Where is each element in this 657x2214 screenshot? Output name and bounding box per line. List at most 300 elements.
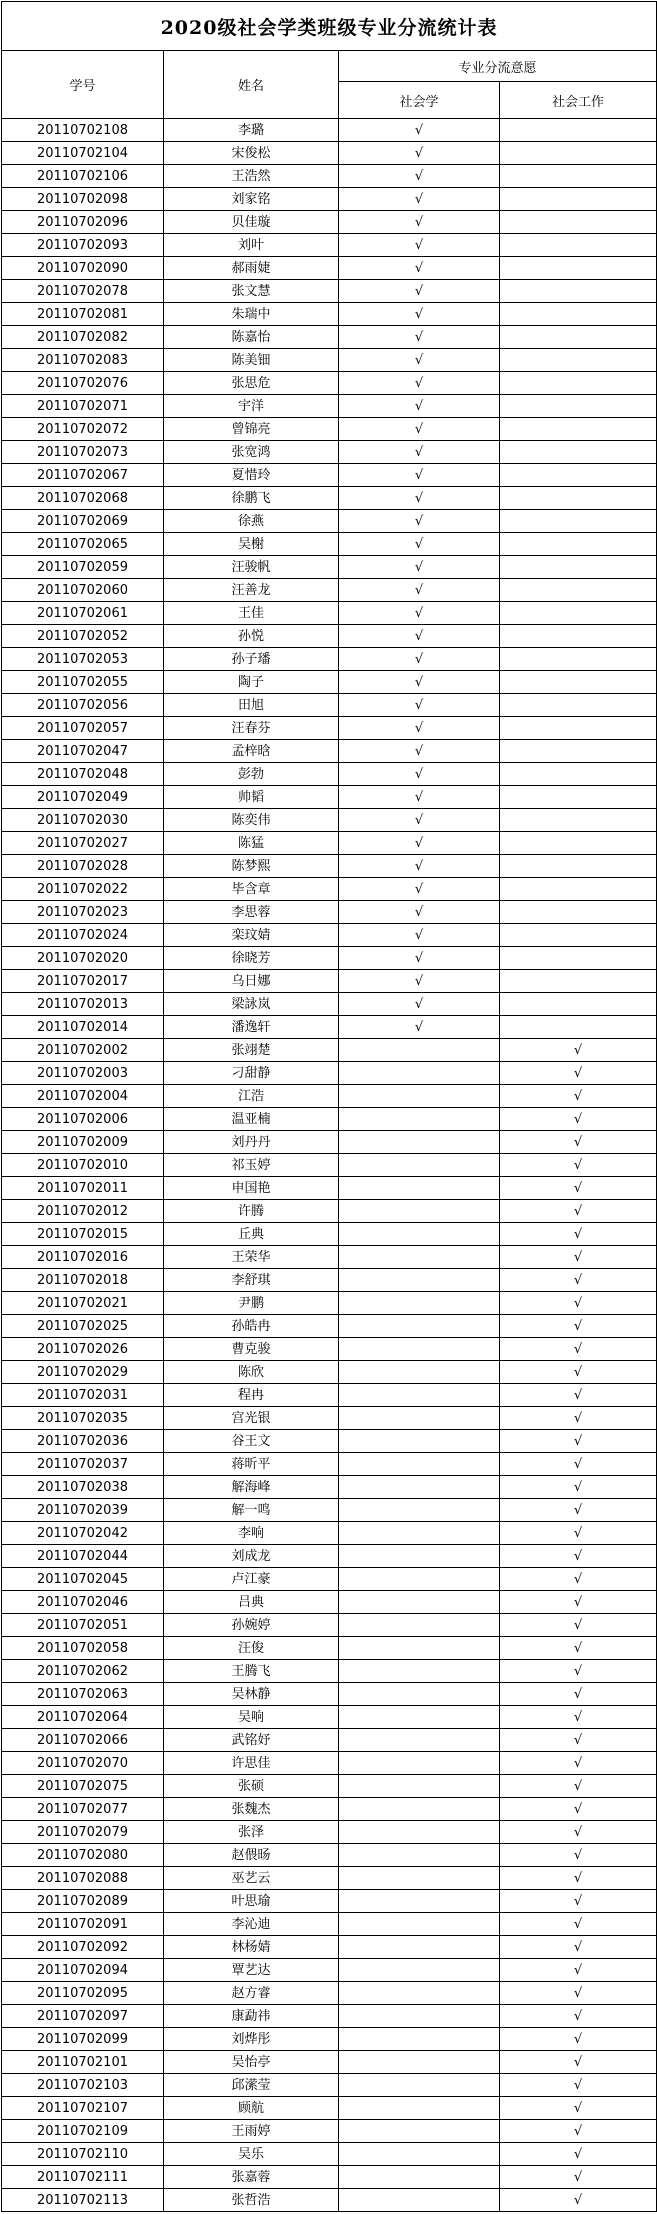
social-work-check-cell: √ bbox=[500, 1177, 657, 1200]
sociology-check-cell bbox=[339, 1982, 500, 2005]
student-id-cell: 20110702099 bbox=[2, 2028, 164, 2051]
table-row bbox=[2, 119, 657, 142]
table-row bbox=[2, 878, 657, 901]
student-id-cell: 20110702045 bbox=[2, 1568, 164, 1591]
student-name-cell: 李响 bbox=[164, 1522, 339, 1545]
student-id-cell: 20110702044 bbox=[2, 1545, 164, 1568]
student-name-cell: 潘逸轩 bbox=[164, 1016, 339, 1039]
sociology-check-cell bbox=[339, 1798, 500, 1821]
student-id-cell: 20110702028 bbox=[2, 855, 164, 878]
sociology-check-cell bbox=[339, 1660, 500, 1683]
student-id-cell: 20110702080 bbox=[2, 1844, 164, 1867]
social-work-check-cell: √ bbox=[500, 1407, 657, 1430]
student-name-cell: 林杨婧 bbox=[164, 1936, 339, 1959]
social-work-check-cell: √ bbox=[500, 1292, 657, 1315]
student-name-cell: 夏惜玲 bbox=[164, 464, 339, 487]
sociology-check-cell bbox=[339, 1384, 500, 1407]
sociology-check-cell: √ bbox=[339, 579, 500, 602]
social-work-check-cell bbox=[500, 119, 657, 142]
sociology-check-cell: √ bbox=[339, 717, 500, 740]
student-name-cell: 孙悦 bbox=[164, 625, 339, 648]
table-row bbox=[2, 809, 657, 832]
social-work-check-cell: √ bbox=[500, 2166, 657, 2189]
social-work-check-cell bbox=[500, 280, 657, 303]
student-name-cell: 邱潆莹 bbox=[164, 2074, 339, 2097]
social-work-check-cell bbox=[500, 924, 657, 947]
table-row bbox=[2, 487, 657, 510]
student-name-cell: 解一鸣 bbox=[164, 1499, 339, 1522]
student-name-cell: 宋俊松 bbox=[164, 142, 339, 165]
student-name-cell: 程冉 bbox=[164, 1384, 339, 1407]
social-work-check-cell: √ bbox=[500, 1246, 657, 1269]
table-row bbox=[2, 786, 657, 809]
student-id-cell: 20110702097 bbox=[2, 2005, 164, 2028]
table-row bbox=[2, 1476, 657, 1499]
student-name-cell: 巫艺云 bbox=[164, 1867, 339, 1890]
student-name-cell: 曾锦亮 bbox=[164, 418, 339, 441]
sociology-check-cell bbox=[339, 1499, 500, 1522]
sociology-check-cell bbox=[339, 1154, 500, 1177]
sociology-check-cell: √ bbox=[339, 556, 500, 579]
student-name-cell: 宫光银 bbox=[164, 1407, 339, 1430]
social-work-check-cell bbox=[500, 234, 657, 257]
sociology-check-cell bbox=[339, 2166, 500, 2189]
student-name-cell: 曹克骏 bbox=[164, 1338, 339, 1361]
social-work-check-cell bbox=[500, 740, 657, 763]
student-name-cell: 徐燕 bbox=[164, 510, 339, 533]
student-id-cell: 20110702010 bbox=[2, 1154, 164, 1177]
sociology-check-cell: √ bbox=[339, 280, 500, 303]
table-row bbox=[2, 1545, 657, 1568]
social-work-check-cell bbox=[500, 211, 657, 234]
table-row bbox=[2, 1591, 657, 1614]
student-id-cell: 20110702024 bbox=[2, 924, 164, 947]
table-row bbox=[2, 1407, 657, 1430]
student-id-cell: 20110702109 bbox=[2, 2120, 164, 2143]
social-work-check-cell: √ bbox=[500, 1039, 657, 1062]
social-work-check-cell: √ bbox=[500, 1821, 657, 1844]
social-work-check-cell: √ bbox=[500, 1637, 657, 1660]
social-work-check-cell bbox=[500, 625, 657, 648]
social-work-check-cell bbox=[500, 694, 657, 717]
sociology-check-cell bbox=[339, 1729, 500, 1752]
sociology-check-cell: √ bbox=[339, 786, 500, 809]
sociology-check-cell bbox=[339, 1844, 500, 1867]
table-row bbox=[2, 2005, 657, 2028]
table-row bbox=[2, 1844, 657, 1867]
social-work-check-cell bbox=[500, 556, 657, 579]
student-name-cell: 张嘉蓉 bbox=[164, 2166, 339, 2189]
social-work-check-cell: √ bbox=[500, 1476, 657, 1499]
student-name-cell: 王荣华 bbox=[164, 1246, 339, 1269]
social-work-check-cell bbox=[500, 257, 657, 280]
table-row bbox=[2, 740, 657, 763]
student-id-cell: 20110702098 bbox=[2, 188, 164, 211]
table-row bbox=[2, 326, 657, 349]
student-id-cell: 20110702015 bbox=[2, 1223, 164, 1246]
social-work-check-cell: √ bbox=[500, 1200, 657, 1223]
sociology-check-cell bbox=[339, 1936, 500, 1959]
social-work-check-cell: √ bbox=[500, 1936, 657, 1959]
table-row bbox=[2, 1338, 657, 1361]
sociology-check-cell bbox=[339, 2074, 500, 2097]
student-id-cell: 20110702022 bbox=[2, 878, 164, 901]
student-name-cell: 刁甜静 bbox=[164, 1062, 339, 1085]
student-name-cell: 陈猛 bbox=[164, 832, 339, 855]
student-name-cell: 徐鹏飞 bbox=[164, 487, 339, 510]
student-name-cell: 申国艳 bbox=[164, 1177, 339, 1200]
student-name-cell: 张思危 bbox=[164, 372, 339, 395]
sociology-check-cell bbox=[339, 1223, 500, 1246]
sociology-check-cell bbox=[339, 1108, 500, 1131]
table-row bbox=[2, 1936, 657, 1959]
sociology-check-cell: √ bbox=[339, 441, 500, 464]
student-name-cell: 王浩然 bbox=[164, 165, 339, 188]
student-id-cell: 20110702066 bbox=[2, 1729, 164, 1752]
sociology-check-cell bbox=[339, 1683, 500, 1706]
social-work-check-cell: √ bbox=[500, 2143, 657, 2166]
student-name-cell: 徐晓芳 bbox=[164, 947, 339, 970]
social-work-check-cell: √ bbox=[500, 1775, 657, 1798]
table-row bbox=[2, 1384, 657, 1407]
sociology-check-cell bbox=[339, 1269, 500, 1292]
social-work-check-cell: √ bbox=[500, 1315, 657, 1338]
social-work-check-cell: √ bbox=[500, 2028, 657, 2051]
student-id-cell: 20110702092 bbox=[2, 1936, 164, 1959]
table-row bbox=[2, 2143, 657, 2166]
student-id-cell: 20110702111 bbox=[2, 2166, 164, 2189]
student-name-cell: 吴响 bbox=[164, 1706, 339, 1729]
student-id-cell: 20110702052 bbox=[2, 625, 164, 648]
table-row bbox=[2, 1039, 657, 1062]
table-row bbox=[2, 1959, 657, 1982]
student-id-cell: 20110702011 bbox=[2, 1177, 164, 1200]
social-work-check-cell: √ bbox=[500, 1338, 657, 1361]
student-id-cell: 20110702113 bbox=[2, 2189, 164, 2212]
student-id-cell: 20110702002 bbox=[2, 1039, 164, 1062]
sociology-check-cell bbox=[339, 1545, 500, 1568]
student-name-cell: 李沁迪 bbox=[164, 1913, 339, 1936]
sociology-check-cell: √ bbox=[339, 487, 500, 510]
social-work-check-cell bbox=[500, 533, 657, 556]
student-name-cell: 乌日娜 bbox=[164, 970, 339, 993]
student-name-cell: 张文慧 bbox=[164, 280, 339, 303]
table-row bbox=[2, 303, 657, 326]
table-row bbox=[2, 2166, 657, 2189]
table-row bbox=[2, 1752, 657, 1775]
table-title: 2020级社会学类班级专业分流统计表 bbox=[2, 2, 657, 51]
student-id-cell: 20110702020 bbox=[2, 947, 164, 970]
table-row bbox=[2, 1131, 657, 1154]
student-id-cell: 20110702091 bbox=[2, 1913, 164, 1936]
social-work-check-cell bbox=[500, 372, 657, 395]
table-row bbox=[2, 142, 657, 165]
sociology-check-cell bbox=[339, 1913, 500, 1936]
social-work-check-cell: √ bbox=[500, 2097, 657, 2120]
table-row bbox=[2, 717, 657, 740]
student-name-cell: 朱瑞中 bbox=[164, 303, 339, 326]
sociology-check-cell bbox=[339, 1890, 500, 1913]
social-work-check-cell: √ bbox=[500, 2074, 657, 2097]
social-work-check-cell: √ bbox=[500, 1890, 657, 1913]
table-row bbox=[2, 1683, 657, 1706]
sociology-check-cell: √ bbox=[339, 188, 500, 211]
header-social-work: 社会工作 bbox=[500, 82, 657, 119]
social-work-check-cell bbox=[500, 947, 657, 970]
social-work-check-cell: √ bbox=[500, 1913, 657, 1936]
sociology-check-cell bbox=[339, 1867, 500, 1890]
student-name-cell: 陈奕伟 bbox=[164, 809, 339, 832]
student-id-cell: 20110702094 bbox=[2, 1959, 164, 1982]
student-id-cell: 20110702083 bbox=[2, 349, 164, 372]
student-id-cell: 20110702053 bbox=[2, 648, 164, 671]
table-row bbox=[2, 1798, 657, 1821]
sociology-check-cell bbox=[339, 1315, 500, 1338]
student-name-cell: 郝雨婕 bbox=[164, 257, 339, 280]
social-work-check-cell bbox=[500, 763, 657, 786]
student-id-cell: 20110702046 bbox=[2, 1591, 164, 1614]
table-row bbox=[2, 671, 657, 694]
table-row bbox=[2, 993, 657, 1016]
student-id-cell: 20110702009 bbox=[2, 1131, 164, 1154]
social-work-check-cell: √ bbox=[500, 1706, 657, 1729]
table-row bbox=[2, 2051, 657, 2074]
social-work-check-cell: √ bbox=[500, 2051, 657, 2074]
student-id-cell: 20110702039 bbox=[2, 1499, 164, 1522]
student-id-cell: 20110702042 bbox=[2, 1522, 164, 1545]
table-row bbox=[2, 579, 657, 602]
student-id-cell: 20110702110 bbox=[2, 2143, 164, 2166]
table-row bbox=[2, 1913, 657, 1936]
sociology-check-cell bbox=[339, 1131, 500, 1154]
table-row bbox=[2, 2097, 657, 2120]
student-id-cell: 20110702096 bbox=[2, 211, 164, 234]
student-name-cell: 赵方睿 bbox=[164, 1982, 339, 2005]
student-name-cell: 刘丹丹 bbox=[164, 1131, 339, 1154]
spreadsheet bbox=[0, 1, 657, 2212]
student-name-cell: 刘烨彤 bbox=[164, 2028, 339, 2051]
sociology-check-cell: √ bbox=[339, 809, 500, 832]
sociology-check-cell bbox=[339, 1200, 500, 1223]
sociology-check-cell bbox=[339, 1292, 500, 1315]
sociology-check-cell: √ bbox=[339, 694, 500, 717]
student-name-cell: 陈欣 bbox=[164, 1361, 339, 1384]
student-id-cell: 20110702049 bbox=[2, 786, 164, 809]
sociology-check-cell: √ bbox=[339, 533, 500, 556]
social-work-check-cell bbox=[500, 579, 657, 602]
student-id-cell: 20110702078 bbox=[2, 280, 164, 303]
social-work-check-cell bbox=[500, 786, 657, 809]
student-name-cell: 梁詠岚 bbox=[164, 993, 339, 1016]
sociology-check-cell bbox=[339, 1407, 500, 1430]
student-name-cell: 吴怡亭 bbox=[164, 2051, 339, 2074]
student-id-cell: 20110702061 bbox=[2, 602, 164, 625]
student-id-cell: 20110702075 bbox=[2, 1775, 164, 1798]
student-id-cell: 20110702051 bbox=[2, 1614, 164, 1637]
table-row bbox=[2, 2120, 657, 2143]
student-id-cell: 20110702076 bbox=[2, 372, 164, 395]
social-work-check-cell bbox=[500, 303, 657, 326]
sociology-check-cell: √ bbox=[339, 763, 500, 786]
student-name-cell: 张泽 bbox=[164, 1821, 339, 1844]
social-work-check-cell bbox=[500, 878, 657, 901]
diversion-table bbox=[1, 1, 657, 2212]
student-name-cell: 孙皓冉 bbox=[164, 1315, 339, 1338]
student-id-cell: 20110702055 bbox=[2, 671, 164, 694]
sociology-check-cell: √ bbox=[339, 165, 500, 188]
sociology-check-cell bbox=[339, 1338, 500, 1361]
table-row bbox=[2, 2028, 657, 2051]
student-id-cell: 20110702070 bbox=[2, 1752, 164, 1775]
student-id-cell: 20110702006 bbox=[2, 1108, 164, 1131]
table-row bbox=[2, 165, 657, 188]
social-work-check-cell: √ bbox=[500, 2120, 657, 2143]
social-work-check-cell bbox=[500, 602, 657, 625]
social-work-check-cell: √ bbox=[500, 1752, 657, 1775]
sociology-check-cell: √ bbox=[339, 234, 500, 257]
sociology-check-cell bbox=[339, 1062, 500, 1085]
sociology-check-cell bbox=[339, 1085, 500, 1108]
student-id-cell: 20110702077 bbox=[2, 1798, 164, 1821]
table-row bbox=[2, 1499, 657, 1522]
table-row bbox=[2, 1660, 657, 1683]
social-work-check-cell: √ bbox=[500, 1062, 657, 1085]
social-work-check-cell: √ bbox=[500, 1269, 657, 1292]
student-id-cell: 20110702068 bbox=[2, 487, 164, 510]
table-row bbox=[2, 1982, 657, 2005]
student-name-cell: 谷王文 bbox=[164, 1430, 339, 1453]
student-name-cell: 刘家铭 bbox=[164, 188, 339, 211]
student-name-cell: 孙子璠 bbox=[164, 648, 339, 671]
student-name-cell: 祁玉婷 bbox=[164, 1154, 339, 1177]
student-name-cell: 王佳 bbox=[164, 602, 339, 625]
student-id-cell: 20110702103 bbox=[2, 2074, 164, 2097]
social-work-check-cell: √ bbox=[500, 1085, 657, 1108]
table-row bbox=[2, 395, 657, 418]
table-row bbox=[2, 1223, 657, 1246]
table-row bbox=[2, 1890, 657, 1913]
student-name-cell: 丘典 bbox=[164, 1223, 339, 1246]
social-work-check-cell: √ bbox=[500, 1108, 657, 1131]
student-id-cell: 20110702058 bbox=[2, 1637, 164, 1660]
social-work-check-cell: √ bbox=[500, 1867, 657, 1890]
sociology-check-cell: √ bbox=[339, 464, 500, 487]
social-work-check-cell bbox=[500, 901, 657, 924]
sociology-check-cell bbox=[339, 1246, 500, 1269]
student-id-cell: 20110702065 bbox=[2, 533, 164, 556]
sociology-check-cell bbox=[339, 2005, 500, 2028]
sociology-check-cell: √ bbox=[339, 924, 500, 947]
student-id-cell: 20110702023 bbox=[2, 901, 164, 924]
social-work-check-cell bbox=[500, 648, 657, 671]
student-id-cell: 20110702079 bbox=[2, 1821, 164, 1844]
sociology-check-cell: √ bbox=[339, 878, 500, 901]
student-name-cell: 顾航 bbox=[164, 2097, 339, 2120]
student-name-cell: 王雨婷 bbox=[164, 2120, 339, 2143]
table-row bbox=[2, 372, 657, 395]
student-name-cell: 彭勃 bbox=[164, 763, 339, 786]
student-id-cell: 20110702090 bbox=[2, 257, 164, 280]
social-work-check-cell bbox=[500, 809, 657, 832]
sociology-check-cell: √ bbox=[339, 1016, 500, 1039]
table-row bbox=[2, 1821, 657, 1844]
social-work-check-cell bbox=[500, 188, 657, 211]
sociology-check-cell bbox=[339, 1706, 500, 1729]
table-row bbox=[2, 1430, 657, 1453]
student-name-cell: 李璐 bbox=[164, 119, 339, 142]
table-row bbox=[2, 1522, 657, 1545]
student-name-cell: 汪俊 bbox=[164, 1637, 339, 1660]
sociology-check-cell: √ bbox=[339, 671, 500, 694]
table-row bbox=[2, 1568, 657, 1591]
social-work-check-cell: √ bbox=[500, 1154, 657, 1177]
table-row bbox=[2, 625, 657, 648]
student-id-cell: 20110702069 bbox=[2, 510, 164, 533]
social-work-check-cell bbox=[500, 970, 657, 993]
student-id-cell: 20110702036 bbox=[2, 1430, 164, 1453]
student-id-cell: 20110702082 bbox=[2, 326, 164, 349]
student-name-cell: 田旭 bbox=[164, 694, 339, 717]
student-name-cell: 张魏杰 bbox=[164, 1798, 339, 1821]
social-work-check-cell: √ bbox=[500, 1361, 657, 1384]
student-id-cell: 20110702107 bbox=[2, 2097, 164, 2120]
student-id-cell: 20110702004 bbox=[2, 1085, 164, 1108]
table-row bbox=[2, 1200, 657, 1223]
student-name-cell: 帅韬 bbox=[164, 786, 339, 809]
student-id-cell: 20110702048 bbox=[2, 763, 164, 786]
social-work-check-cell: √ bbox=[500, 1591, 657, 1614]
student-name-cell: 张宽鸿 bbox=[164, 441, 339, 464]
social-work-check-cell bbox=[500, 142, 657, 165]
sociology-check-cell: √ bbox=[339, 832, 500, 855]
social-work-check-cell bbox=[500, 441, 657, 464]
student-name-cell: 张哲浩 bbox=[164, 2189, 339, 2212]
table-row bbox=[2, 1062, 657, 1085]
student-id-cell: 20110702108 bbox=[2, 119, 164, 142]
social-work-check-cell: √ bbox=[500, 1660, 657, 1683]
student-id-cell: 20110702037 bbox=[2, 1453, 164, 1476]
social-work-check-cell: √ bbox=[500, 1453, 657, 1476]
student-id-cell: 20110702060 bbox=[2, 579, 164, 602]
student-name-cell: 赵偎旸 bbox=[164, 1844, 339, 1867]
student-name-cell: 汪骏帆 bbox=[164, 556, 339, 579]
student-name-cell: 解海峰 bbox=[164, 1476, 339, 1499]
student-name-cell: 吴林静 bbox=[164, 1683, 339, 1706]
sociology-check-cell bbox=[339, 1361, 500, 1384]
sociology-check-cell bbox=[339, 1177, 500, 1200]
header-intention: 专业分流意愿 bbox=[339, 51, 657, 82]
student-id-cell: 20110702063 bbox=[2, 1683, 164, 1706]
table-row bbox=[2, 2074, 657, 2097]
sociology-check-cell bbox=[339, 1614, 500, 1637]
student-id-cell: 20110702106 bbox=[2, 165, 164, 188]
sociology-check-cell bbox=[339, 1430, 500, 1453]
table-row bbox=[2, 1637, 657, 1660]
sociology-check-cell bbox=[339, 1522, 500, 1545]
student-id-cell: 20110702021 bbox=[2, 1292, 164, 1315]
sociology-check-cell: √ bbox=[339, 211, 500, 234]
sociology-check-cell: √ bbox=[339, 395, 500, 418]
student-id-cell: 20110702059 bbox=[2, 556, 164, 579]
social-work-check-cell bbox=[500, 1016, 657, 1039]
student-id-cell: 20110702081 bbox=[2, 303, 164, 326]
social-work-check-cell bbox=[500, 993, 657, 1016]
student-name-cell: 陶子 bbox=[164, 671, 339, 694]
student-name-cell: 毕含章 bbox=[164, 878, 339, 901]
sociology-check-cell bbox=[339, 2189, 500, 2212]
social-work-check-cell: √ bbox=[500, 1798, 657, 1821]
student-id-cell: 20110702013 bbox=[2, 993, 164, 1016]
